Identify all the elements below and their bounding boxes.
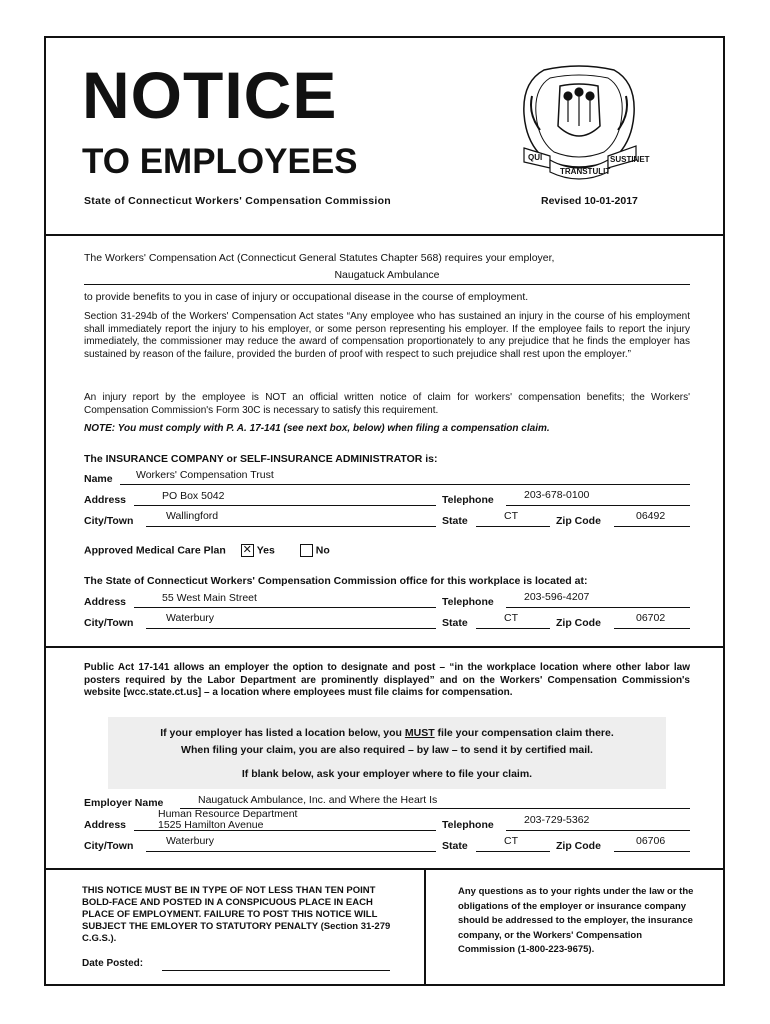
medical-plan-yes-label: Yes — [256, 544, 275, 557]
seal-motto-qui: QUI — [528, 153, 543, 162]
intro-line1: The Workers' Compensation Act (Connecticut General Statutes Chapter 568) requires your employer, — [84, 252, 555, 264]
injury-report-text: An injury report by the employee is NOT an official written notice of claim for workers' compensation benefits; the Workers' Compensation Commission's Form 30C is necessary to satisfy this requirement. — [84, 392, 690, 416]
public-act-text: Public Act 17-141 allows an employer the option to designate and post – “in the workplace location where other labor law posters required by the Labor Department are prominently displayed” and on the Workers' Compensation Commission's website [wcc.state.ct.us] – a location where employees must file claims for compensation. — [84, 662, 690, 698]
filing-instruction-line2: When filing your claim, you are also required – by law – to send it by certified mail. — [181, 744, 593, 756]
insurance-state-label: State — [442, 515, 468, 527]
employer-address-line1-value: Human Resource Department — [158, 808, 298, 820]
office-state-line — [476, 628, 550, 629]
insurance-city-label: City/Town — [84, 515, 134, 527]
office-telephone-line — [506, 607, 690, 608]
date-posted-label: Date Posted: — [82, 958, 144, 969]
insurance-state-value: CT — [504, 510, 518, 522]
insurance-zip-value: 06492 — [636, 510, 666, 522]
employer-state-label: State — [442, 840, 468, 852]
insurance-address-value: PO Box 5042 — [162, 490, 225, 502]
office-telephone-value: 203-596-4207 — [524, 591, 590, 603]
notice-frame — [44, 36, 725, 986]
office-zip-line — [614, 628, 690, 629]
employer-city-value: Waterbury — [166, 835, 215, 847]
office-address-line — [134, 607, 436, 608]
office-telephone-label: Telephone — [442, 596, 494, 608]
intro-line2: to provide benefits to you in case of injury or occupational disease in the course of employment. — [84, 291, 529, 303]
insurance-name-line — [120, 484, 690, 485]
agency-name: State of Connecticut Workers' Compensation Commission — [84, 195, 391, 207]
filing-instruction-line1: If your employer has listed a location below, you MUST file your compensation claim there. — [160, 727, 614, 739]
filing-instruction-line3: If blank below, ask your employer where to file your claim. — [241, 768, 533, 780]
office-city-line — [146, 628, 436, 629]
insurance-telephone-line — [506, 505, 690, 506]
office-city-label: City/Town — [84, 617, 134, 629]
employer-address-label: Address — [84, 819, 127, 831]
footer-column-divider — [424, 870, 426, 984]
employer-zip-line — [614, 851, 690, 852]
questions-contact-text: Any questions as to your rights under the law or the obligations of the employer or insurance company should be addressed to the employer, the insurance company, or the Workers' Compensation Commission (1-800-223-9675). — [458, 886, 694, 955]
employer-address-line2-value: 1525 Hamilton Avenue — [158, 819, 264, 831]
divider-header — [46, 234, 723, 236]
note-text: NOTE: You must comply with P. A. 17-141 (see next box, below) when filing a compensation claim. — [84, 423, 550, 434]
insurance-telephone-value: 203-678-0100 — [524, 489, 590, 501]
must-emphasis: MUST — [404, 727, 435, 739]
office-state-value: CT — [504, 612, 518, 624]
insurance-state-line — [476, 526, 550, 527]
insurance-zip-line — [614, 526, 690, 527]
employer-zip-value: 06706 — [636, 835, 666, 847]
office-zip-value: 06702 — [636, 612, 666, 624]
insurance-telephone-label: Telephone — [442, 494, 494, 506]
insurance-address-label: Address — [84, 494, 127, 506]
medical-plan-no-label: No — [315, 544, 330, 557]
posting-requirement-text: THIS NOTICE MUST BE IN TYPE OF NOT LESS THAN TEN POINT BOLD-FACE AND POSTED IN A CONSPICUOUS PLACE IN EACH PLACE OF EMPLOYMENT. FAILURE TO POST THIS NOTICE WILL SUBJECT THE EMLOYER TO STATUTORY PENALTY (Section 31-279 C.G.S.). — [82, 885, 391, 944]
office-zip-label: Zip Code — [556, 617, 601, 629]
employer-telephone-line — [506, 830, 690, 831]
divider-footer — [46, 868, 723, 870]
employer-name-underline — [84, 284, 690, 285]
seal-motto-transtulit: TRANSTULIT — [560, 167, 611, 176]
insurance-name-value: Workers' Compensation Trust — [136, 469, 274, 481]
employer-name-label: Employer Name — [84, 797, 164, 809]
employer-city-line — [146, 851, 436, 852]
office-address-label: Address — [84, 596, 127, 608]
divider-public-act — [46, 646, 723, 648]
insurance-name-label: Name — [84, 473, 113, 485]
employer-telephone-value: 203-729-5362 — [524, 814, 590, 826]
title-notice: NOTICE — [82, 58, 338, 132]
insurance-zip-label: Zip Code — [556, 515, 601, 527]
insurance-address-line — [134, 505, 436, 506]
employer-telephone-label: Telephone — [442, 819, 494, 831]
employer-zip-label: Zip Code — [556, 840, 601, 852]
medical-plan-label: Approved Medical Care Plan — [84, 544, 226, 557]
medical-plan-no-checkbox[interactable] — [300, 544, 313, 557]
title-to-employees: TO EMPLOYEES — [82, 142, 358, 181]
office-city-value: Waterbury — [166, 612, 215, 624]
medical-plan-row — [84, 544, 330, 557]
medical-plan-yes-checkbox[interactable]: ✕ — [242, 544, 252, 556]
commission-office-heading: The State of Connecticut Workers' Compensation Commission office for this workplace is located at: — [84, 575, 588, 587]
insurance-city-line — [146, 526, 436, 527]
intro-employer-name: Naugatuck Ambulance — [334, 269, 440, 281]
filing-instructions-box — [108, 717, 666, 789]
insurance-heading: The INSURANCE COMPANY or SELF-INSURANCE ADMINISTRATOR is: — [84, 453, 438, 465]
insurance-city-value: Wallingford — [166, 510, 219, 522]
employer-name-value: Naugatuck Ambulance, Inc. and Where the Heart Is — [198, 794, 438, 806]
date-posted-line — [162, 970, 390, 971]
revised-date: Revised 10-01-2017 — [541, 195, 638, 207]
connecticut-state-seal — [504, 64, 654, 184]
employer-state-line — [476, 851, 550, 852]
section-31-294b-text: Section 31-294b of the Workers' Compensation Act states “Any employee who has sustained an injury in the course of his employment shall immediately report the injury to his employer, or some person representing his employer. If the employee fails to report the injury immediately, the commissioner may reduce the award of compensation proportionately to any prejudice that he finds the employer has sustained by reason of the failure, provided the burden of proof with respect to such prejudice shall rest upon the employer.” — [84, 311, 690, 360]
employer-city-label: City/Town — [84, 840, 134, 852]
employer-state-value: CT — [504, 835, 518, 847]
seal-motto-sustinet: SUSTINET — [610, 155, 650, 164]
office-state-label: State — [442, 617, 468, 629]
office-address-value: 55 West Main Street — [162, 592, 257, 604]
